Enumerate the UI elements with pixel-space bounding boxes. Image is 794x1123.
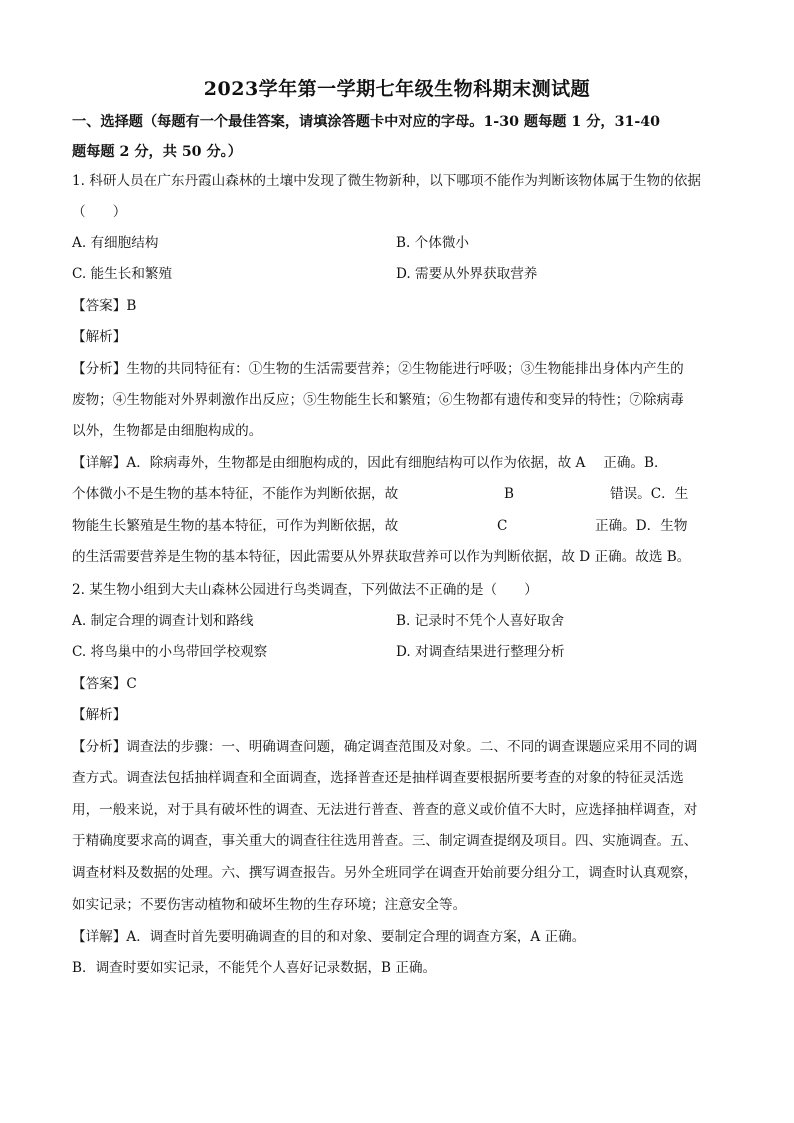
q1-fenxi-line-3: 以外，生物都是由细胞构成的。	[72, 423, 263, 439]
q1-xiangjie-line-1: 【详解】A．除病毒外，生物都是由细胞构成的，因此有细胞结构可以作为依据，故 A 正确。B．	[72, 455, 668, 471]
q2-options-row-1	[72, 612, 722, 630]
q2-analysis-tag: 【解析】	[72, 707, 127, 723]
q2-xiangjie-line-1: 【详解】A．调查时首先要明确调查的目的和对象、要制定合理的调查方案，A 正确。	[72, 929, 586, 945]
q2-option-b: B. 记录时不凭个人喜好取舍	[396, 613, 565, 629]
q1-xiangjie-line-2	[72, 485, 692, 503]
q1-xiangjie-line-3-part-3: 正确。D．生物	[595, 518, 688, 534]
section-heading-line-2: 题每题 2 分，共 50 分。）	[72, 144, 242, 160]
q2-fenxi-line-6: 如实记录；不要伤害动植物和破坏生物的生存环境；注意安全等。	[72, 897, 467, 913]
q1-xiangjie-line-3-part-1: 物能生长繁殖是生物的基本特征，可作为判断依据，故	[72, 518, 399, 534]
q1-answer: 【答案】B	[72, 298, 137, 314]
q1-option-b: B. 个体微小	[396, 235, 470, 251]
q1-options-row-2	[72, 265, 722, 283]
q1-fenxi-line-2: 废物；④生物能对外界刺激作出反应；⑤生物能生长和繁殖；⑥生物都有遗传和变异的特性；⑦除病毒	[72, 392, 684, 408]
q2-fenxi-line-3: 用，一般来说，对于具有破坏性的调查、无法进行普查、普查的意义或价值不大时，应选择抽样调查，对	[72, 802, 698, 818]
q1-option-c: C. 能生长和繁殖	[72, 266, 173, 282]
q1-xiangjie-line-3	[72, 517, 692, 535]
q2-options-row-2	[72, 643, 722, 661]
q2-option-d: D. 对调查结果进行整理分析	[396, 644, 565, 660]
q2-fenxi-line-5: 调查材料及数据的处理。六、撰写调查报告。另外全班同学在调查开始前要分组分工，调查时认真观察，	[72, 865, 698, 881]
q1-xiangjie-line-4: 的生活需要营养是生物的基本特征，因此需要从外界获取营养可以作为判断依据，故 D 正确。故选 B。	[72, 549, 691, 565]
q1-stem-line-1: 1. 科研人员在广东丹霞山森林的土壤中发现了微生物新种，以下哪项不能作为判断该物体属于生物的依据	[72, 173, 702, 189]
q2-option-a: A. 制定合理的调查计划和路线	[72, 613, 254, 629]
q1-option-a: A. 有细胞结构	[72, 235, 159, 251]
q2-fenxi-line-1: 【分析】调查法的步骤：一、明确调查问题，确定调查范围及对象。二、不同的调查课题应采用不同的调	[72, 739, 698, 755]
q2-answer: 【答案】C	[72, 676, 137, 692]
section-heading-line-1: 一、选择题（每题有一个最佳答案，请填涂答题卡中对应的字母。1-30 题每题 1 分，31-40	[72, 114, 660, 130]
q2-xiangjie-line-2: B．调查时要如实记录，不能凭个人喜好记录数据，B 正确。	[72, 960, 437, 976]
q1-options-row-1	[72, 234, 722, 252]
q1-analysis-tag: 【解析】	[72, 329, 127, 345]
q1-xiangjie-line-2-part-2: B	[504, 486, 514, 502]
q2-stem: 2. 某生物小组到大夫山森林公园进行鸟类调查，下列做法不正确的是（ ）	[72, 582, 538, 598]
q2-fenxi-line-4: 于精确度要求高的调查，事关重大的调查往往选用普查。三、制定调查提纲及项目。四、实施调查。五、	[72, 833, 698, 849]
q1-xiangjie-line-3-part-2: C	[497, 518, 508, 534]
q1-xiangjie-line-2-part-3: 错误。C．生	[610, 486, 689, 502]
q1-option-d: D. 需要从外界获取营养	[396, 266, 538, 282]
q2-option-c: C. 将鸟巢中的小鸟带回学校观察	[72, 644, 268, 660]
q2-fenxi-line-2: 查方式。调查法包括抽样调查和全面调查，选择普查还是抽样调查要根据所要考查的对象的特征灵活选	[72, 770, 684, 786]
q1-stem-line-2: （ ）	[72, 204, 127, 220]
page-title: 2023学年第一学期七年级生物科期末测试题	[203, 78, 591, 100]
q1-fenxi-line-1: 【分析】生物的共同特征有：①生物的生活需要营养；②生物能进行呼吸；③生物能排出身体内产生的	[72, 361, 684, 377]
q1-xiangjie-line-2-part-1: 个体微小不是生物的基本特征，不能作为判断依据，故	[72, 486, 399, 502]
